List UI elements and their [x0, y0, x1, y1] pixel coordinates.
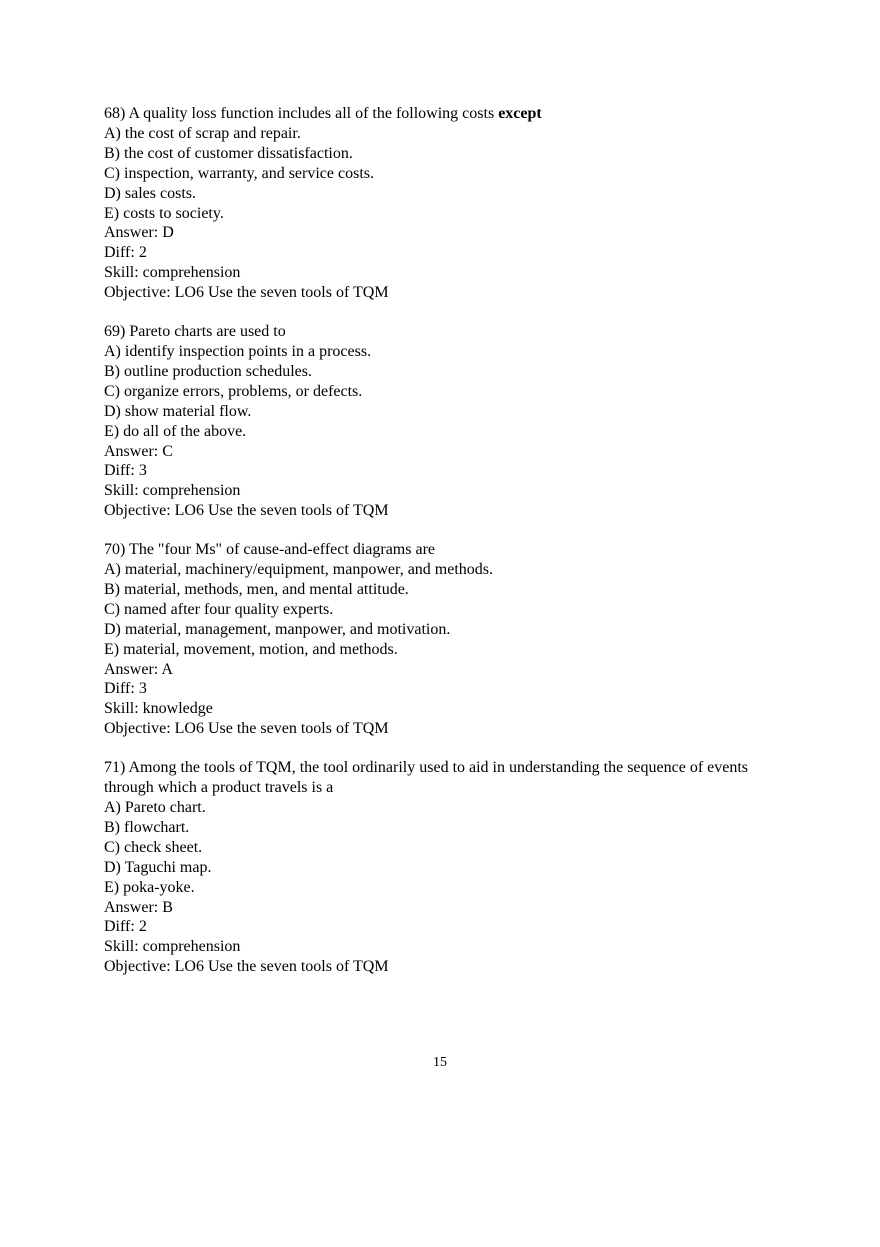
option-d: D) material, management, manpower, and motivation.	[104, 620, 451, 638]
answer-line: Answer: B	[104, 898, 173, 916]
objective-line: Objective: LO6 Use the seven tools of TQM	[104, 284, 389, 302]
option-e: E) costs to society.	[104, 204, 224, 222]
skill-line: Skill: knowledge	[104, 700, 213, 718]
question-stem-emphasis: except	[498, 105, 542, 122]
objective-line: Objective: LO6 Use the seven tools of TQM	[104, 720, 389, 738]
option-b: B) the cost of customer dissatisfaction.	[104, 144, 353, 162]
option-b: B) flowchart.	[104, 818, 190, 836]
option-c: C) inspection, warranty, and service costs.	[104, 164, 374, 182]
question-stem: 71) Among the tools of TQM, the tool ordinarily used to aid in understanding the sequence of events through which a product travels is a	[104, 759, 749, 797]
option-a: A) material, machinery/equipment, manpower, and methods.	[104, 561, 494, 579]
skill-line: Skill: comprehension	[104, 482, 241, 500]
option-e: E) material, movement, motion, and methods.	[104, 640, 398, 658]
question-list	[104, 104, 784, 996]
option-e: E) poka-yoke.	[104, 878, 195, 896]
skill-line: Skill: comprehension	[104, 938, 241, 956]
option-d: D) show material flow.	[104, 402, 252, 420]
skill-line: Skill: comprehension	[104, 264, 241, 282]
option-a: A) identify inspection points in a process.	[104, 342, 372, 360]
question-stem-text: 68) A quality loss function includes all of the following costs	[104, 105, 495, 122]
option-b: B) material, methods, men, and mental attitude.	[104, 580, 409, 598]
question-68	[104, 104, 784, 303]
difficulty-line: Diff: 2	[104, 918, 147, 936]
option-e: E) do all of the above.	[104, 422, 247, 440]
answer-line: Answer: A	[104, 660, 173, 678]
option-a: A) the cost of scrap and repair.	[104, 124, 301, 142]
question-69	[104, 322, 784, 521]
option-b: B) outline production schedules.	[104, 362, 312, 380]
question-stem	[104, 104, 784, 124]
option-c: C) named after four quality experts.	[104, 600, 334, 618]
option-c: C) organize errors, problems, or defects.	[104, 382, 363, 400]
option-a: A) Pareto chart.	[104, 799, 206, 816]
question-stem: 70) The "four Ms" of cause-and-effect diagrams are	[104, 541, 435, 559]
answer-line: Answer: D	[104, 224, 174, 242]
answer-line: Answer: C	[104, 442, 173, 460]
question-70	[104, 540, 784, 739]
page-number: 15	[433, 1055, 447, 1070]
question-71	[104, 758, 784, 977]
difficulty-line: Diff: 3	[104, 680, 147, 698]
option-d: D) Taguchi map.	[104, 858, 212, 876]
objective-line: Objective: LO6 Use the seven tools of TQM	[104, 502, 389, 520]
difficulty-line: Diff: 3	[104, 462, 147, 480]
objective-line: Objective: LO6 Use the seven tools of TQM	[104, 958, 389, 976]
question-stem: 69) Pareto charts are used to	[104, 323, 286, 341]
option-c: C) check sheet.	[104, 838, 203, 856]
difficulty-line: Diff: 2	[104, 244, 147, 262]
option-d: D) sales costs.	[104, 184, 196, 202]
